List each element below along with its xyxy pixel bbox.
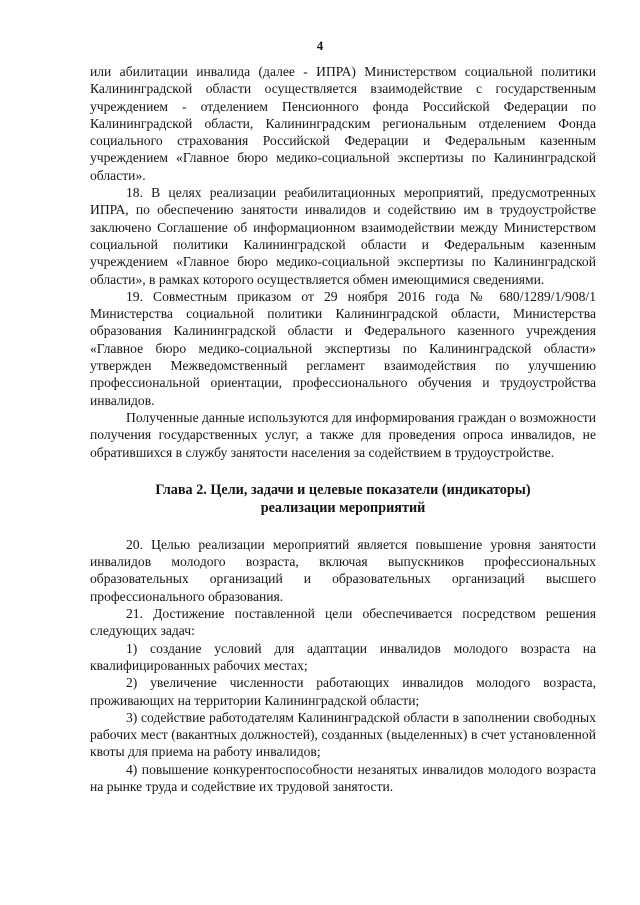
task-item-3: 3) содействие работодателям Калининградской области в заполнении свободных рабочих мест (вакантных должностей), созданных (выделенных) в счет установленной квоты для приема на работу инвалидов; (90, 709, 596, 760)
task-item-4: 4) повышение конкурентоспособности незанятых инвалидов молодого возраста на рынке труда и содействие их трудовой занятости. (90, 761, 596, 794)
chapter-heading (90, 481, 596, 517)
document-body (90, 63, 596, 795)
paragraph-18: 18. В целях реализации реабилитационных мероприятий, предусмотренных ИПРА, по обеспечению занятости инвалидов и содействию им в трудоустройстве заключено Соглашение об информационном взаимодействии между Министерством социальной политики Калининградской области и Федеральным казенным учреждением «Главное бюро медико-социальной экспертизы по Калининградской области», в рамках которого осуществляется обмен имеющимися сведениями. (90, 185, 596, 287)
paragraph-data-usage: Полученные данные используются для информирования граждан о возможности получения государственных услуг, а также для проведения опроса инвалидов, не обратившихся в службу занятости населения за содействием в трудоустройстве. (90, 409, 596, 460)
task-item-2: 2) увеличение численности работающих инвалидов молодого возраста, проживающих на территории Калининградской области; (90, 675, 596, 708)
page-number: 4 (316, 38, 324, 53)
chapter-heading-line-1: Глава 2. Цели, задачи и целевые показатели (индикаторы) (155, 481, 531, 498)
paragraph-20: 20. Целью реализации мероприятий является повышение уровня занятости инвалидов молодого возраста, включая выпускников профессиональных образовательных организаций и образовательных организаций высшего профессионального образования. (90, 536, 596, 604)
chapter-heading-line-2: реализации мероприятий (260, 499, 426, 516)
task-item-1: 1) создание условий для адаптации инвалидов молодого возраста на квалифицированных рабочих местах; (90, 640, 596, 673)
paragraph-19: 19. Совместным приказом от 29 ноября 2016 года № 680/1289/1/908/1 Министерства социальной политики Калининградской области, Министерства образования Калининградской области и Федерального казенного учреждения «Главное бюро медико-социальной экспертизы по Калининградской области» утвержден Межведомственный регламент взаимодействия по улучшению профессиональной ориентации, профессионального обучения и трудоустройства инвалидов. (90, 288, 596, 408)
paragraph-21: 21. Достижение поставленной цели обеспечивается посредством решения следующих задач: (90, 606, 596, 639)
paragraph-ipra-continuation: или абилитации инвалида (далее - ИПРА) Министерством социальной политики Калининградской области осуществляется взаимодействие с государственным учреждением - отделением Пенсионного фонда Российской Федерации по Калининградской области, Калининградским региональным отделением Фонда социального страхования Российской Федерации и Федеральным казенным учреждением «Главное бюро медико-социальной экспертизы по Калининградской области». (90, 64, 596, 183)
